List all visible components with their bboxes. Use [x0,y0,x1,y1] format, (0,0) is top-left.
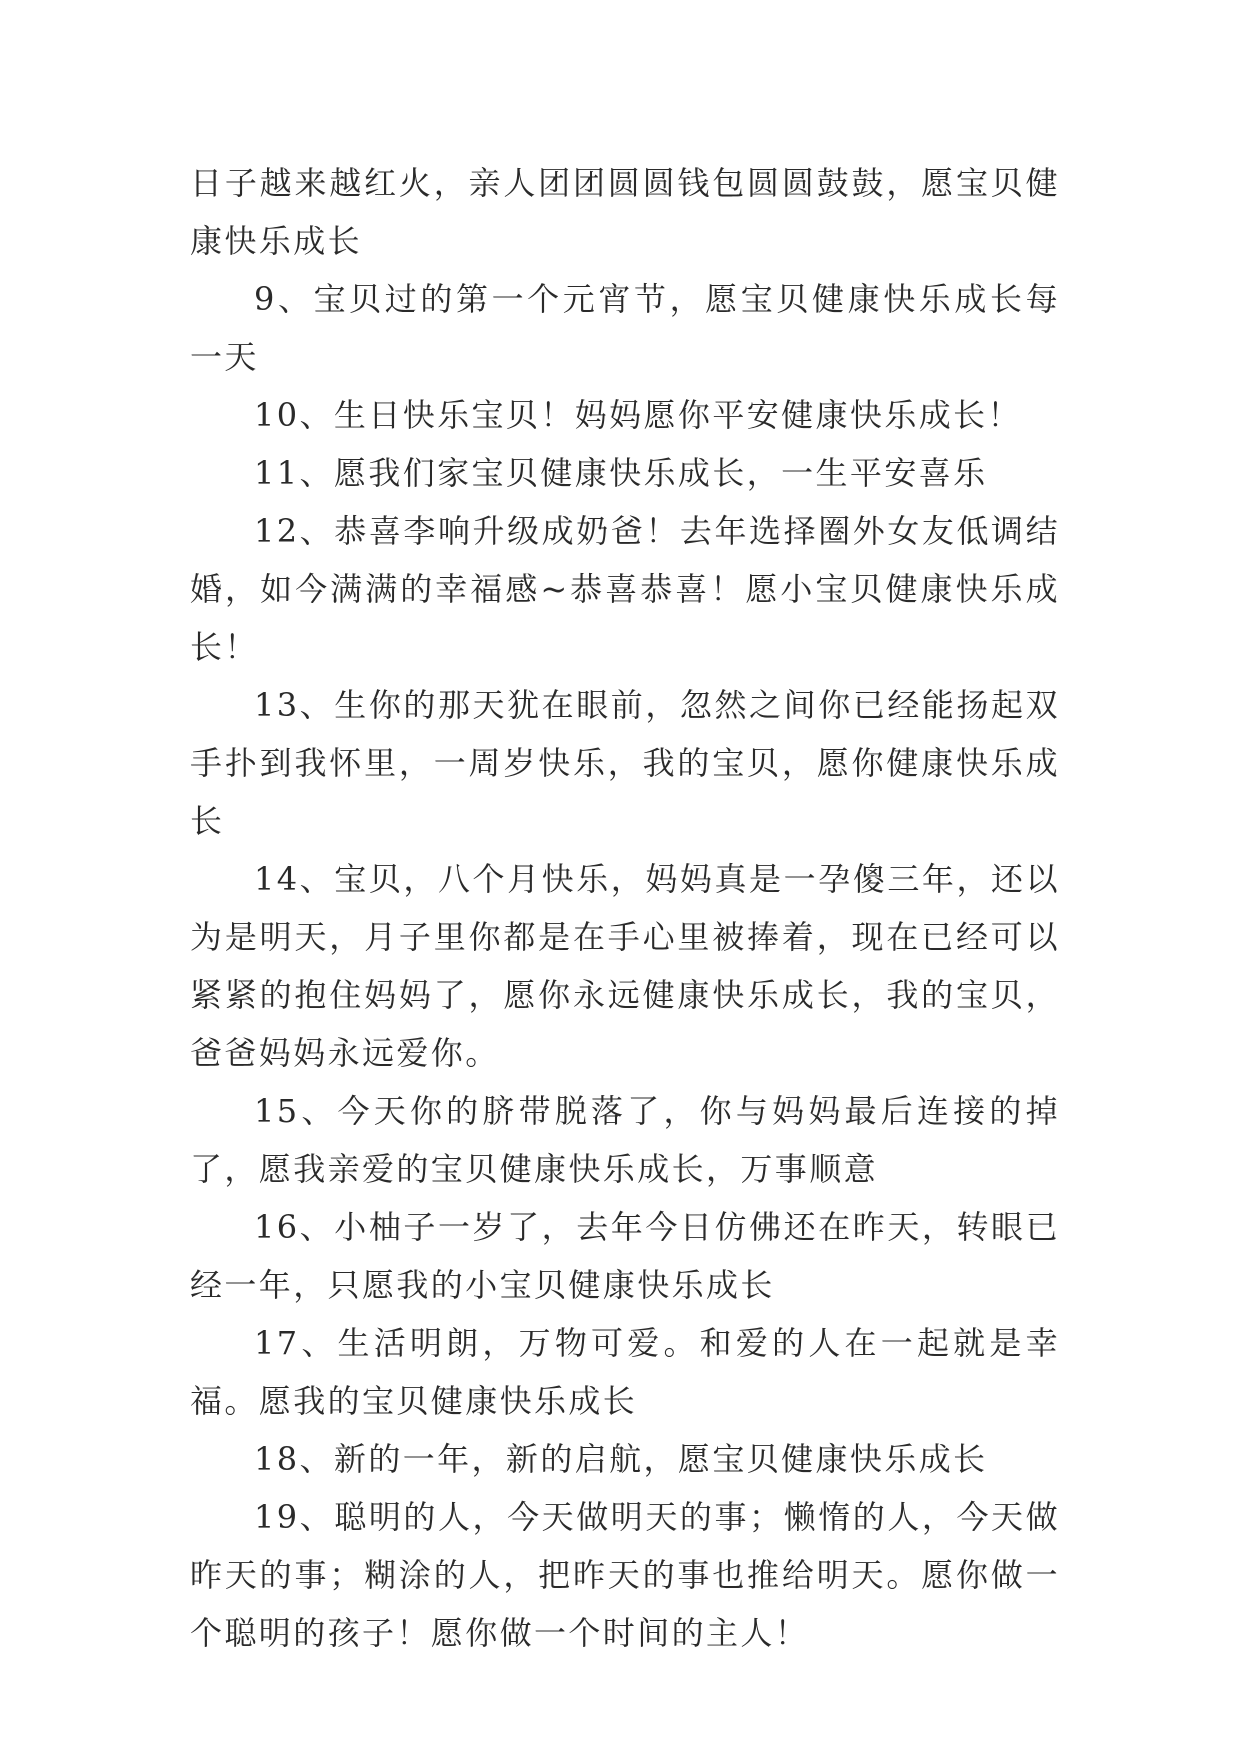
paragraph: 16、小柚子一岁了，去年今日仿佛还在昨天，转眼已经一年，只愿我的小宝贝健康快乐成长 [190,1208,1060,1304]
paragraph: 日子越来越红火，亲人团团圆圆钱包圆圆鼓鼓，愿宝贝健康快乐成长 [190,164,1060,260]
paragraph: 11、愿我们家宝贝健康快乐成长，一生平安喜乐 [254,454,988,492]
paragraph: 12、恭喜李响升级成奶爸！去年选择圈外女友低调结婚，如今满满的幸福感~恭喜恭喜！愿小宝贝健康快乐成长！ [190,512,1060,666]
paragraph: 18、新的一年，新的启航，愿宝贝健康快乐成长 [254,1440,988,1478]
paragraph: 17、生活明朗，万物可爱。和爱的人在一起就是幸福。愿我的宝贝健康快乐成长 [190,1324,1060,1420]
document-body [190,154,1060,1662]
paragraph: 19、聪明的人，今天做明天的事；懒惰的人，今天做昨天的事；糊涂的人，把昨天的事也推给明天。愿你做一个聪明的孩子！愿你做一个时间的主人！ [190,1498,1060,1652]
paragraph: 9、宝贝过的第一个元宵节，愿宝贝健康快乐成长每一天 [190,280,1060,376]
paragraph: 10、生日快乐宝贝！妈妈愿你平安健康快乐成长！ [254,396,1022,434]
paragraph: 14、宝贝，八个月快乐，妈妈真是一孕傻三年，还以为是明天，月子里你都是在手心里被捧着，现在已经可以紧紧的抱住妈妈了，愿你永远健康快乐成长，我的宝贝，爸爸妈妈永远爱你。 [190,860,1060,1072]
paragraph: 13、生你的那天犹在眼前，忽然之间你已经能扬起双手扑到我怀里，一周岁快乐，我的宝贝，愿你健康快乐成长 [190,686,1060,840]
paragraph: 15、今天你的脐带脱落了，你与妈妈最后连接的掉了，愿我亲爱的宝贝健康快乐成长，万事顺意 [190,1092,1060,1188]
